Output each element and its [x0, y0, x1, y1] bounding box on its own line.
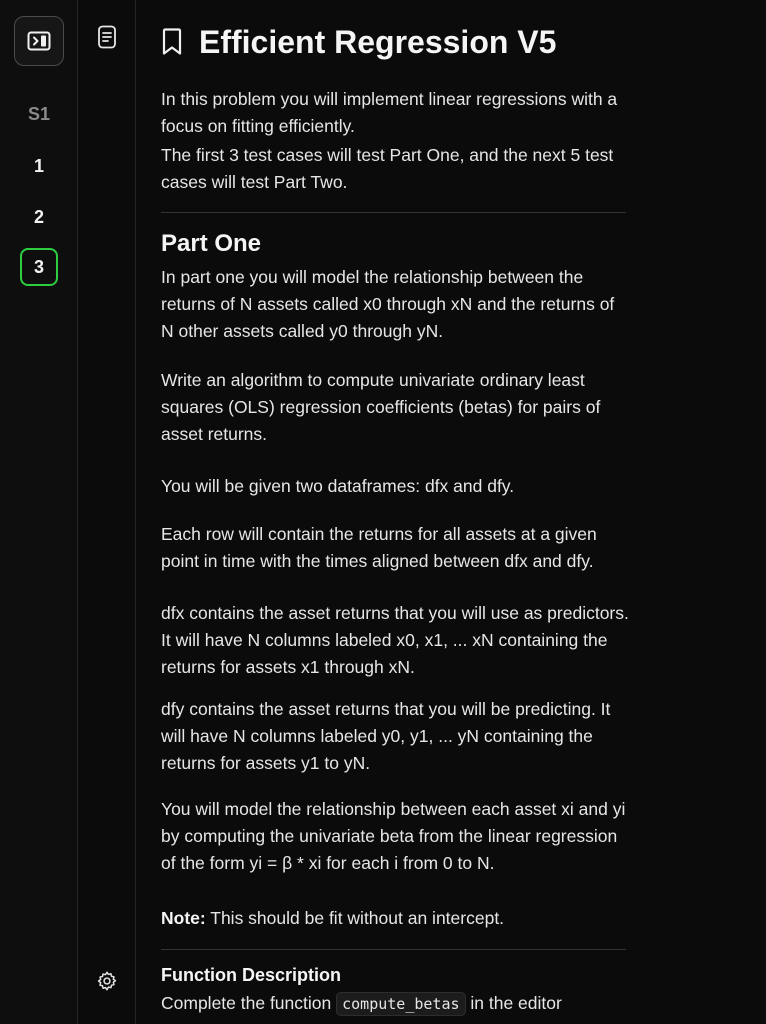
note-paragraph [161, 905, 631, 932]
part-one-paragraph-3: You will be given two dataframes: dfx and dfy. [161, 476, 515, 496]
step-3[interactable]: 3 [20, 248, 58, 286]
intro-paragraph-1: In this problem you will implement linear regressions with a focus on fitting efficiently. [161, 89, 618, 136]
sidebar-toggle-icon [27, 31, 51, 51]
part-one-paragraph-7: You will model the relationship between each asset xi and yi by computing the univariate beta from the linear regression of the form yi = β * xi for each i from 0 to N. [161, 799, 626, 873]
step-2[interactable]: 2 [33, 206, 44, 227]
note-text: This should be fit without an intercept. [205, 908, 505, 928]
function-description-text [161, 990, 631, 1018]
gear-icon[interactable] [96, 970, 118, 992]
intro-paragraph-2: The first 3 test cases will test Part One, and the next 5 test cases will test Part Two. [161, 145, 614, 192]
function-description-suffix: in the editor [465, 993, 562, 1013]
function-name-code: compute_betas [336, 992, 465, 1016]
step-sidebar [0, 0, 78, 1024]
step-s1[interactable]: S1 [27, 103, 51, 124]
function-description-prefix: Complete the function [161, 993, 337, 1013]
problem-title: Efficient Regression V5 [199, 23, 557, 60]
part-one-paragraph-6: dfy contains the asset returns that you will be predicting. It will have N columns labeled y0, y1, ... yN containing the returns for assets y1 to yN. [161, 699, 611, 773]
part-one-heading: Part One [161, 230, 262, 257]
tools-rail [78, 0, 136, 1024]
function-description-heading: Function Description [161, 965, 341, 985]
part-one-paragraph-4: Each row will contain the returns for all assets at a given point in time with the times aligned between dfx and dfy. [161, 524, 597, 571]
divider [161, 212, 626, 213]
part-one-paragraph-1: In part one you will model the relationship between the returns of N assets called x0 through xN and the returns of N other assets called y0 through yN. [161, 267, 615, 341]
note-label: Note: [161, 908, 206, 928]
problem-content [161, 0, 631, 1024]
divider [161, 949, 626, 950]
part-one-paragraph-5: dfx contains the asset returns that you will use as predictors. It will have N columns labeled x0, x1, ... xN containing the returns for assets x1 through xN. [161, 603, 629, 677]
bookmark-icon[interactable] [161, 28, 183, 56]
title-row [161, 22, 556, 62]
sidebar-toggle-button[interactable] [14, 16, 64, 66]
document-icon[interactable] [96, 25, 118, 49]
part-one-paragraph-2: Write an algorithm to compute univariate ordinary least squares (OLS) regression coefficients (betas) for pairs of asset returns. [161, 370, 601, 444]
step-1[interactable]: 1 [33, 155, 44, 176]
